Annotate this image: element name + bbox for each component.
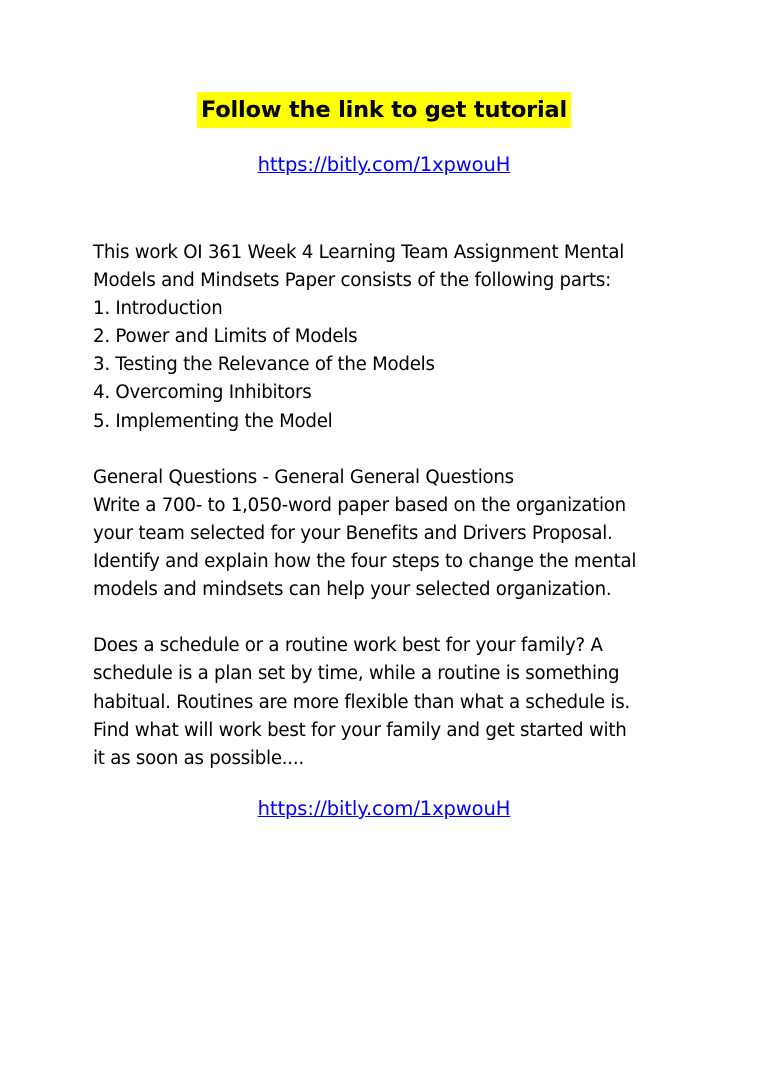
- document-body: [93, 239, 693, 773]
- bottom-link-block: [0, 795, 768, 824]
- top-link-block: [0, 151, 768, 180]
- part-item: 1. Introduction: [93, 298, 223, 320]
- tutorial-link-top[interactable]: https://bitly.com/1xpwouH: [257, 153, 511, 176]
- intro-line: This work OI 361 Week 4 Learning Team Assignment Mental: [93, 242, 625, 263]
- title-block: [0, 92, 768, 128]
- questions-line: your team selected for your Benefits and Drivers Proposal.: [93, 522, 613, 544]
- paragraph-spacer: [93, 436, 693, 464]
- intro-line: Models and Mindsets Paper consists of the following parts:: [93, 270, 611, 292]
- part-item: 3. Testing the Relevance of the Models: [93, 354, 435, 376]
- schedule-line: schedule is a plan set by time, while a routine is something: [93, 663, 620, 685]
- questions-line: Identify and explain how the four steps to change the mental: [93, 551, 637, 573]
- questions-line: models and mindsets can help your selected organization.: [93, 579, 612, 601]
- schedule-line: it as soon as possible....: [93, 747, 304, 769]
- questions-line: General Questions - General General Questions: [93, 466, 514, 488]
- page-title: Follow the link to get tutorial: [197, 92, 571, 128]
- paragraph-spacer: [93, 604, 693, 632]
- part-item: 2. Power and Limits of Models: [93, 326, 358, 348]
- part-item: 4. Overcoming Inhibitors: [93, 382, 312, 404]
- schedule-line: Does a schedule or a routine work best for your family? A: [93, 635, 603, 657]
- schedule-line: Find what will work best for your family and get started with: [93, 719, 627, 741]
- part-item: 5. Implementing the Model: [93, 410, 333, 432]
- questions-line: Write a 700- to 1,050-word paper based on the organization: [93, 494, 626, 516]
- schedule-line: habitual. Routines are more flexible than what a schedule is.: [93, 691, 630, 713]
- tutorial-link-bottom[interactable]: https://bitly.com/1xpwouH: [257, 797, 511, 820]
